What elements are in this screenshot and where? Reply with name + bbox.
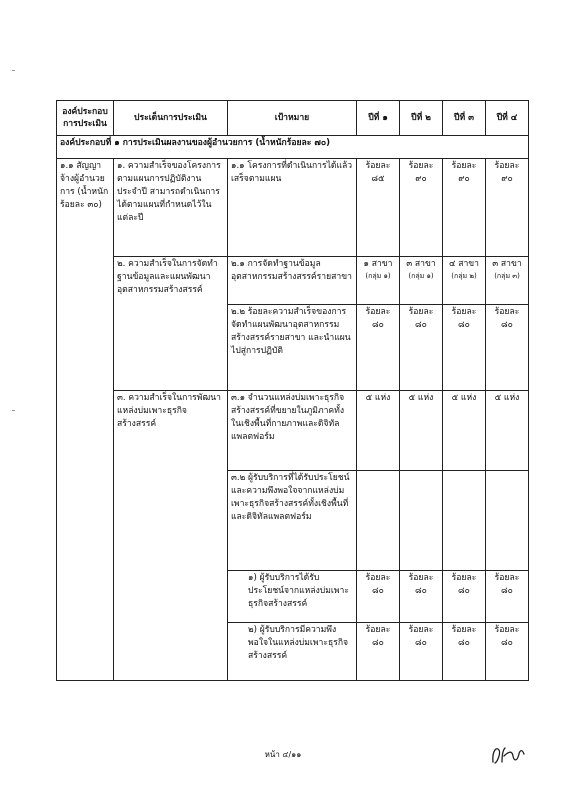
value-number: ๙๐	[415, 174, 427, 184]
value-label: ร้อยละ	[494, 307, 520, 317]
value-group: (กลุ่ม ๑)	[365, 272, 391, 280]
year4-value	[486, 623, 529, 681]
table-header-row	[57, 101, 529, 136]
header-target: เป้าหมาย	[228, 101, 357, 136]
value-number: ๘๐	[458, 320, 470, 330]
target-1-1: ๑.๑ โครงการที่ดำเนินการได้แล้วเสร็จตามแผน	[228, 159, 357, 257]
target-2-1: ๒.๑ การจัดทำฐานข้อมูลอุตสาหกรรมสร้างสรรค์รายสาขา	[228, 257, 357, 305]
value-number: ๘๐	[415, 638, 427, 648]
value-number: ๘๐	[501, 638, 513, 648]
value-number: ๘๐	[372, 320, 384, 330]
value-number: ๘๐	[372, 586, 384, 596]
issue-3: ๓. ความสำเร็จในการพัฒนาแหล่งบ่มเพาะธุรกิจสร้างสรรค์	[114, 391, 228, 681]
year4-value	[486, 159, 529, 257]
value-group: (กลุ่ม ๓)	[494, 272, 520, 280]
value-label: ร้อยละ	[494, 573, 520, 583]
value-label: ร้อยละ	[365, 573, 391, 583]
header-issue: ประเด็นการประเมิน	[114, 101, 228, 136]
header-year-4: ปีที่ ๔	[486, 101, 529, 136]
year1-value	[357, 305, 400, 391]
issue-1: ๑. ความสำเร็จของโครงการตามแผนการปฏิบัติงานประจำปี สามารถดำเนินการได้ตามแผนที่กำหนดไว้ในแต่ละปี	[114, 159, 228, 257]
value-group: (กลุ่ม ๑)	[408, 272, 434, 280]
value-label: ร้อยละ	[451, 573, 477, 583]
target-2-2: ๒.๒ ร้อยละความสำเร็จของการจัดทำแผนพัฒนาอุตสาหกรรมสร้างสรรค์รายสาขา และนำแผนไปสู่การปฏิบัติ	[228, 305, 357, 391]
year3-value	[443, 159, 486, 257]
edge-mark	[12, 410, 15, 411]
value-number: ๙๐	[501, 174, 513, 184]
section-title: องค์ประกอบที่ ๑ การประเมินผลงานของผู้อำนวยการ (น้ำหนักร้อยละ ๗๐)	[57, 136, 529, 159]
year1-value	[357, 257, 400, 305]
value-label: ๑ สาขา	[363, 259, 393, 269]
year3-value	[443, 257, 486, 305]
target-3-2-1: ๑) ผู้รับบริการได้รับประโยชน์จากแหล่งบ่มเพาะธุรกิจสร้างสรรค์	[228, 571, 357, 623]
value-label: ๓ สาขา	[492, 259, 522, 269]
value-label: ร้อยละ	[408, 161, 434, 171]
empty-cell	[357, 471, 400, 571]
table-row	[57, 257, 529, 305]
value-number: ๘๐	[415, 320, 427, 330]
empty-cell	[443, 471, 486, 571]
value-group: (กลุ่ม ๒)	[451, 272, 477, 280]
value-number: ๘๐	[415, 586, 427, 596]
value-number: ๘๐	[458, 586, 470, 596]
year1-value: ๕ แห่ง	[357, 391, 400, 471]
value-number: ๘๐	[501, 320, 513, 330]
value-label: ร้อยละ	[408, 307, 434, 317]
year1-value	[357, 571, 400, 623]
year4-value	[486, 257, 529, 305]
target-3-2-2: ๒) ผู้รับบริการมีความพึงพอใจในแหล่งบ่มเพาะธุรกิจสร้างสรรค์	[228, 623, 357, 681]
value-label: ร้อยละ	[365, 625, 391, 635]
value-label: ร้อยละ	[451, 161, 477, 171]
header-year-2: ปีที่ ๒	[400, 101, 443, 136]
year2-value	[400, 159, 443, 257]
header-year-3: ปีที่ ๓	[443, 101, 486, 136]
section-row	[57, 136, 529, 159]
year3-value: ๕ แห่ง	[443, 391, 486, 471]
year2-value	[400, 305, 443, 391]
year3-value	[443, 305, 486, 391]
value-number: ๘๐	[372, 638, 384, 648]
value-label: ร้อยละ	[451, 625, 477, 635]
value-label: ร้อยละ	[494, 625, 520, 635]
value-number: ๘๕	[371, 174, 385, 184]
table-row	[57, 391, 529, 471]
header-year-1: ปีที่ ๑	[357, 101, 400, 136]
evaluation-table	[56, 100, 529, 681]
year4-value	[486, 571, 529, 623]
value-label: ร้อยละ	[494, 161, 520, 171]
value-label: ร้อยละ	[451, 307, 477, 317]
empty-cell	[486, 471, 529, 571]
year2-value	[400, 571, 443, 623]
component-1-1: ๑.๑ สัญญาจ้างผู้อำนวยการ (น้ำหนักร้อยละ ๓๐)	[57, 159, 114, 681]
value-label: ๓ สาขา	[406, 259, 436, 269]
value-label: ร้อยละ	[408, 625, 434, 635]
year2-value: ๕ แห่ง	[400, 391, 443, 471]
year3-value	[443, 571, 486, 623]
target-3-2: ๓.๒ ผู้รับบริการที่ได้รับประโยชน์และความพึงพอใจจากแหล่งบ่มเพาะธุรกิจสร้างสรรค์ทั้งเชิงพื้นที่และดิจิทัลแพลตฟอร์ม	[228, 471, 357, 571]
empty-cell	[400, 471, 443, 571]
value-number: ๙๐	[458, 174, 470, 184]
value-label: ร้อยละ	[365, 307, 391, 317]
year2-value	[400, 623, 443, 681]
value-label: ร้อยละ	[408, 573, 434, 583]
table-row	[57, 159, 529, 257]
year4-value: ๕ แห่ง	[486, 391, 529, 471]
year1-value	[357, 623, 400, 681]
signature-mark	[490, 742, 532, 766]
target-3-1: ๓.๑ จำนวนแหล่งบ่มเพาะธุรกิจสร้างสรรค์ที่ขยายในภูมิภาคทั้งในเชิงพื้นที่กายภาพและดิจิทัลแพลตฟอร์ม	[228, 391, 357, 471]
year1-value	[357, 159, 400, 257]
value-number: ๘๐	[501, 586, 513, 596]
value-label: ๔ สาขา	[448, 259, 479, 269]
page-number: หน้า ๔/๑๑	[264, 750, 302, 759]
header-component: องค์ประกอบ การประเมิน	[57, 101, 114, 136]
value-number: ๘๐	[458, 638, 470, 648]
year3-value	[443, 623, 486, 681]
year2-value	[400, 257, 443, 305]
edge-mark	[12, 70, 15, 71]
year4-value	[486, 305, 529, 391]
value-label: ร้อยละ	[365, 161, 391, 171]
issue-2: ๒. ความสำเร็จในการจัดทำฐานข้อมูลและแผนพัฒนาอุตสาหกรรมสร้างสรรค์	[114, 257, 228, 391]
